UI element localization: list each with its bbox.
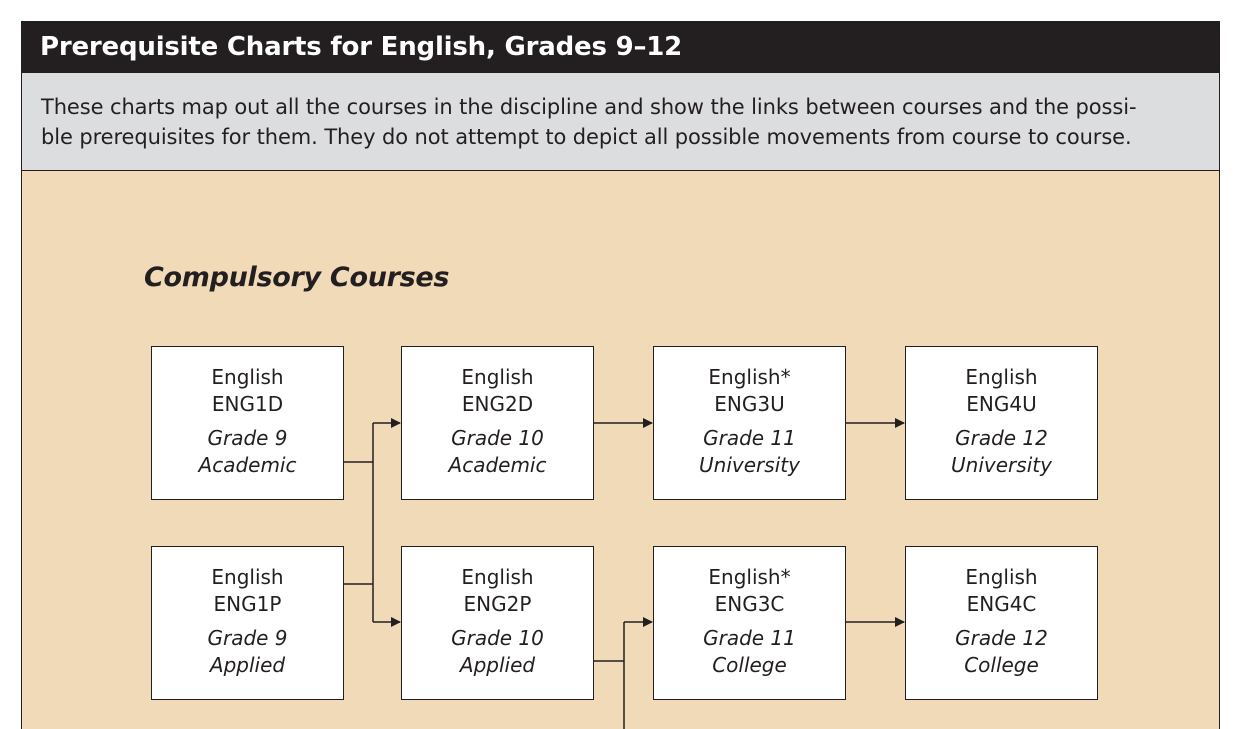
course-grade: Grade 10 — [451, 626, 544, 650]
course-grade: Grade 11 — [703, 426, 796, 450]
page-title: Prerequisite Charts for English, Grades 9–12 — [21, 21, 1220, 73]
course-code: ENG2D — [461, 392, 534, 416]
course-name: English — [965, 365, 1038, 389]
course-code: ENG3C — [714, 592, 785, 616]
course-grade: Grade 9 — [207, 626, 288, 650]
course-type: College — [964, 653, 1039, 677]
course-grade: Grade 12 — [955, 626, 1048, 650]
course-type: University — [699, 453, 800, 477]
course-type: Applied — [459, 653, 536, 677]
course-grade: Grade 11 — [703, 626, 796, 650]
course-name: English* — [708, 365, 791, 389]
course-name: English — [211, 365, 284, 389]
section-heading: Compulsory Courses — [144, 262, 450, 293]
course-name: English — [211, 565, 284, 589]
course-name: English* — [708, 565, 791, 589]
course-type: Academic — [198, 453, 297, 477]
course-code: ENG1D — [211, 392, 284, 416]
course-type: Applied — [209, 653, 286, 677]
course-code: ENG1P — [213, 592, 282, 616]
intro-line-1: These charts map out all the courses in the discipline and show the links between courses and the possi- — [41, 95, 1137, 119]
course-type: College — [712, 653, 787, 677]
course-grade: Grade 10 — [451, 426, 544, 450]
course-name: English — [461, 565, 534, 589]
course-grade: Grade 12 — [955, 426, 1048, 450]
course-type: University — [951, 453, 1052, 477]
course-code: ENG4C — [966, 592, 1037, 616]
course-name: English — [965, 565, 1038, 589]
course-code: ENG2P — [463, 592, 532, 616]
course-type: Academic — [448, 453, 547, 477]
intro-line-2: ble prerequisites for them. They do not attempt to depict all possible movements from course to course. — [41, 125, 1132, 149]
course-name: English — [461, 365, 534, 389]
course-grade: Grade 9 — [207, 426, 288, 450]
course-code: ENG4U — [966, 392, 1037, 416]
course-code: ENG3U — [714, 392, 785, 416]
